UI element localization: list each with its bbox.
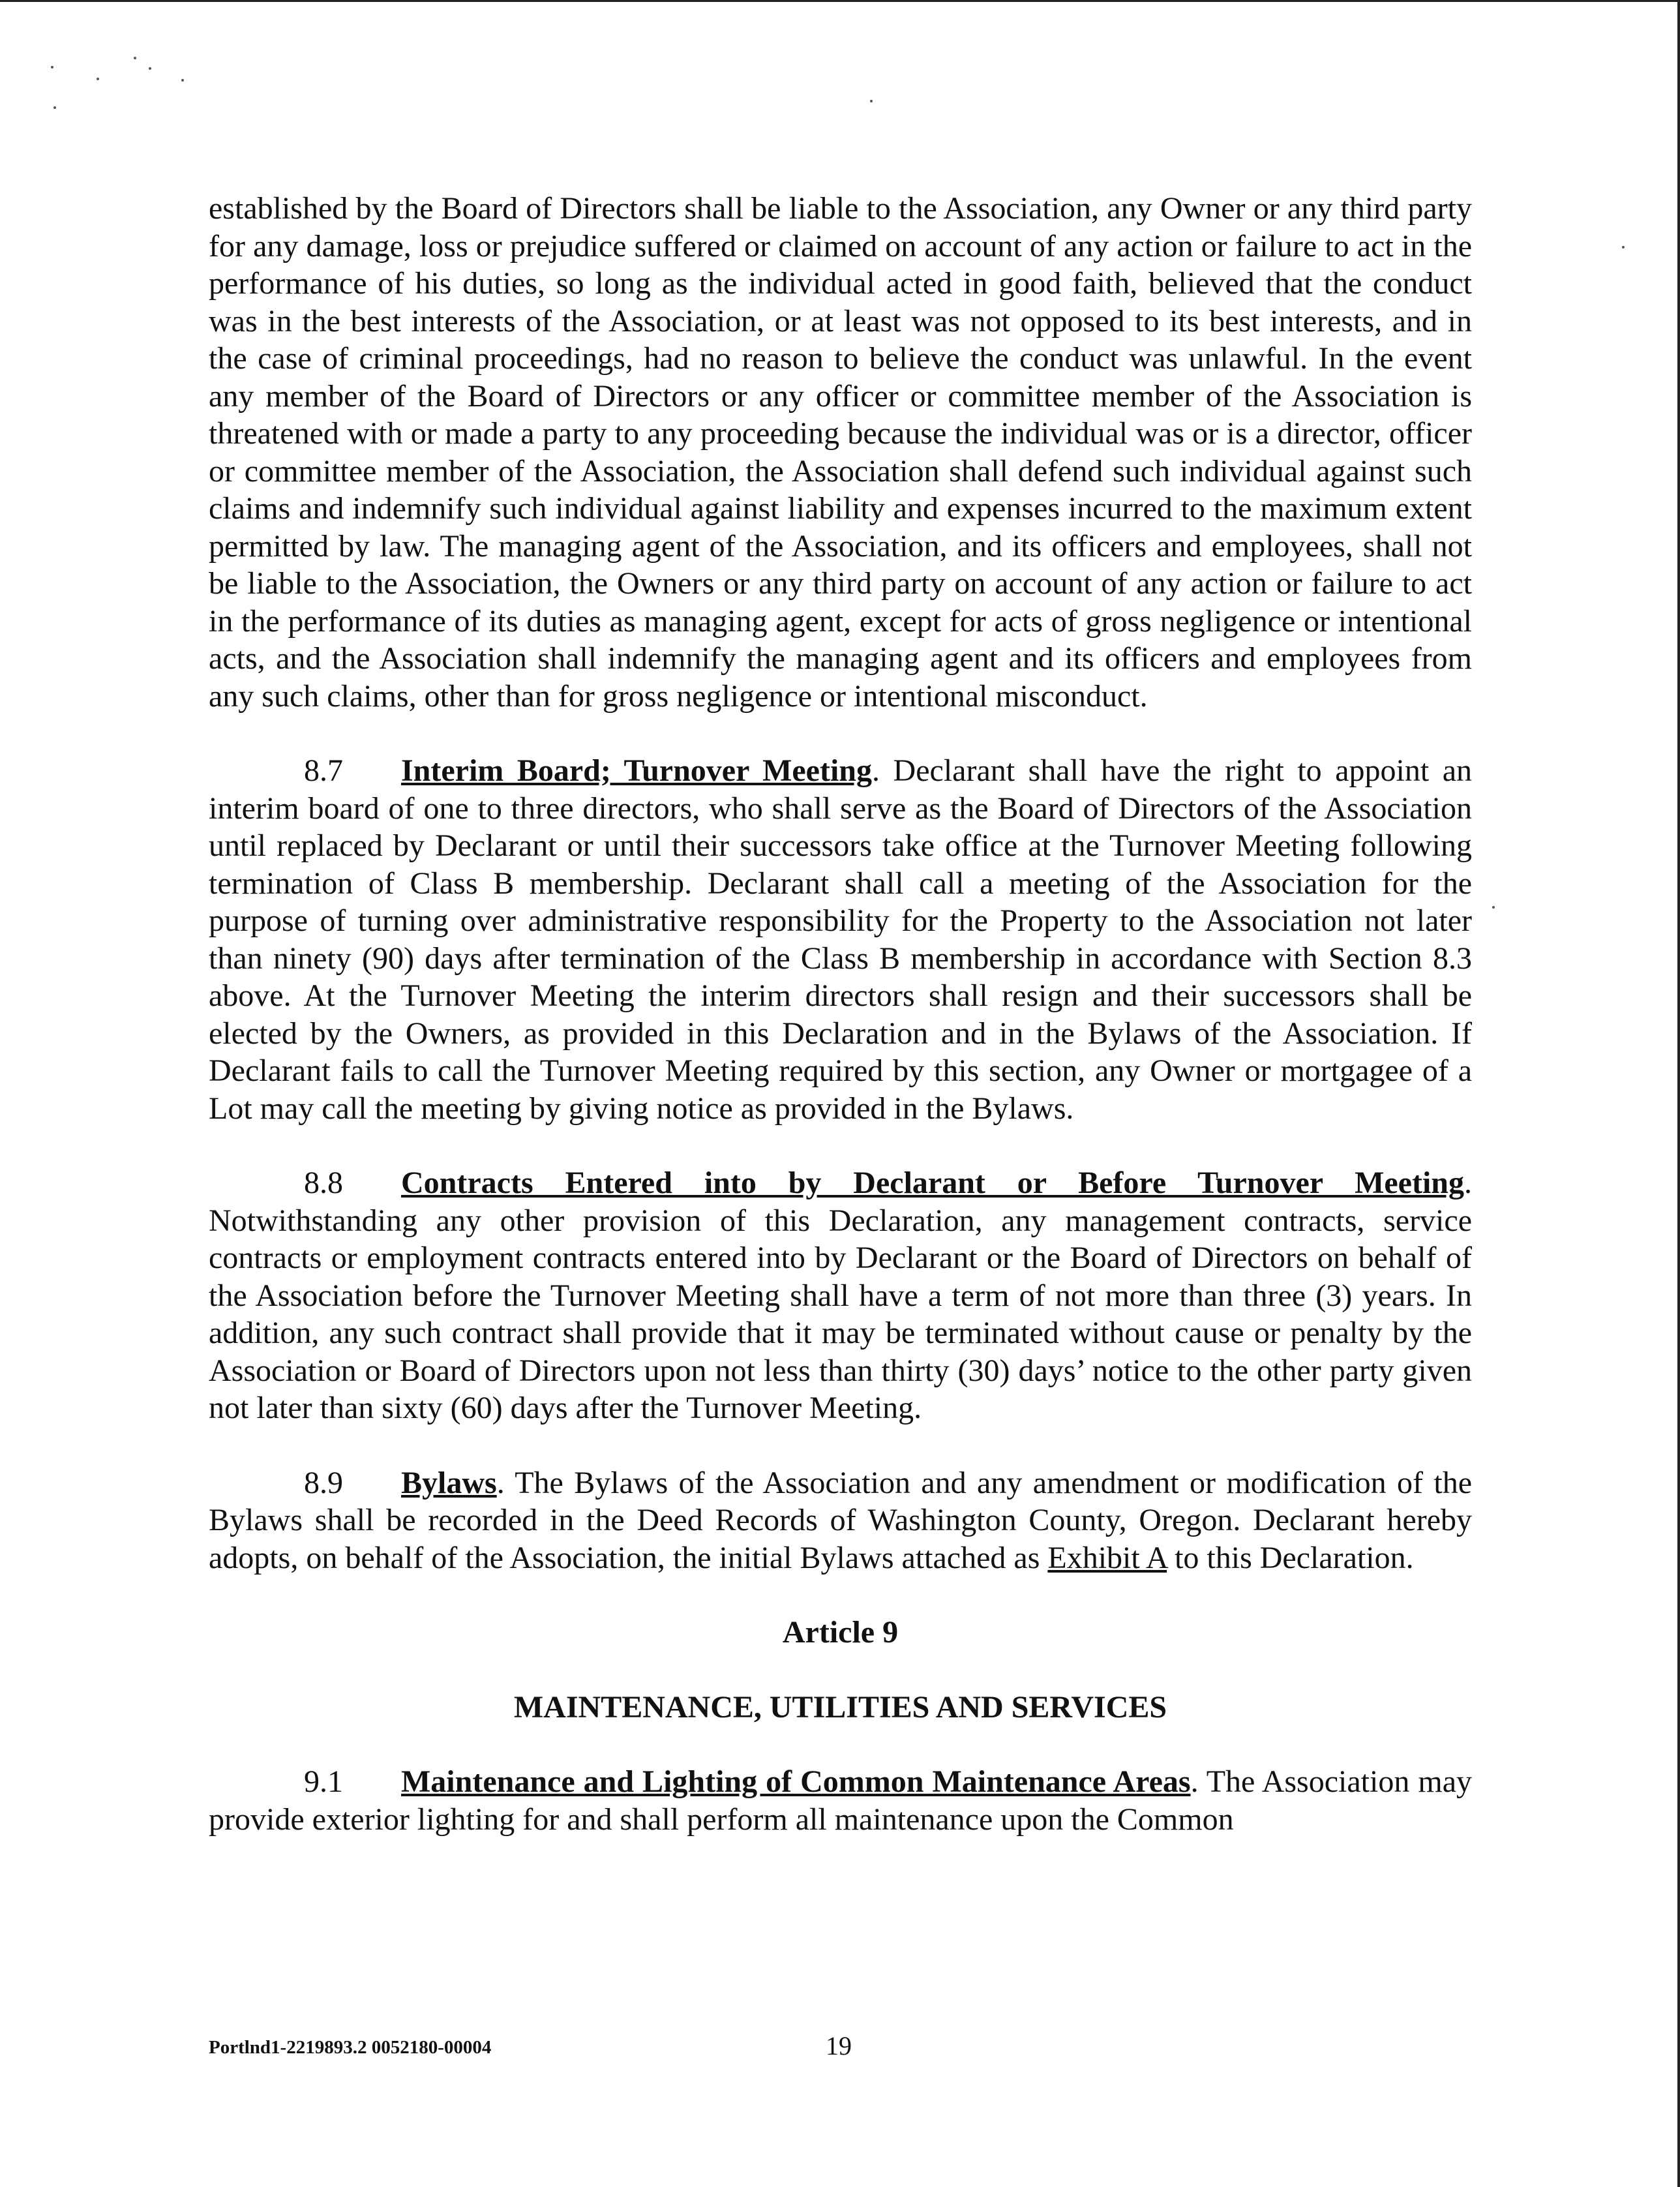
- section-8-8: [209, 1164, 1472, 1427]
- section-number: 8.8: [304, 1166, 343, 1200]
- section-text: . Declarant shall have the right to appoint an interim board of one to three directors, who shall serve as the Board of Directors of the Association until replaced by Declarant or until their successors take office at the Turnover Meeting following termination of Class B membership. Declarant shall call a meeting of the Association for the purpose of turning over administrative responsibility for the Property to the Association not later than ninety (90) days after termination of the Class B membership in accordance with Section 8.3 above. At the Turnover Meeting the interim directors shall resign and their successors shall be elected by the Owners, as provided in this Declaration and in the Bylaws of the Association. If Declarant fails to call the Turnover Meeting required by this section, any Owner or mortgagee of a Lot may call the meeting by giving notice as provided in the Bylaws.: [209, 753, 1473, 1126]
- section-title: Maintenance and Lighting of Common Maintenance Areas: [401, 1764, 1191, 1799]
- scan-speck: [1622, 246, 1625, 249]
- scan-speck: [134, 57, 136, 59]
- page-number: 19: [826, 2031, 852, 2060]
- section-number: 8.7: [304, 753, 343, 788]
- scan-speck: [870, 100, 873, 102]
- paragraph-indemnification: established by the Board of Directors shall be liable to the Association, any Owner or any third party for any damage, loss or prejudice suffered or claimed on account of any action or failure to act in the performance of his duties, so long as the individual acted in good faith, believed that the conduct was in the best interests of the Association, or at least was not opposed to its best interests, and in the case of criminal proceedings, had no reason to believe the conduct was unlawful. In the event any member of the Board of Directors or any officer or committee member of the Association is threatened with or made a party to any proceeding because the individual was or is a director, officer or committee member of the Association, the Association shall defend such individual against such claims and indemnify such individual against liability and expenses incurred to the maximum extent permitted by law. The managing agent of the Association, and its officers and employees, shall not be liable to the Association, the Owners or any third party on account of any action or failure to act in the performance of its duties as managing agent, except for acts of gross negligence or intentional acts, and the Association shall indemnify the managing agent and its officers and employees from any such claims, other than for gross negligence or intentional misconduct.: [209, 191, 1472, 714]
- section-title: Interim Board; Turnover Meeting: [401, 753, 873, 788]
- scan-speck: [51, 66, 53, 68]
- article-title: MAINTENANCE, UTILITIES AND SERVICES: [513, 1689, 1167, 1725]
- section-title: Bylaws: [401, 1465, 497, 1500]
- section-8-9: [209, 1464, 1472, 1577]
- scan-speck: [53, 106, 56, 109]
- section-number: 9.1: [304, 1764, 343, 1799]
- section-text: . Notwithstanding any other provision of this Declaration, any management contracts, service contracts or employment contracts entered into by Declarant or the Board of Directors on behalf of the Association before the Turnover Meeting shall have a term of not more than three (3) years. In addition, any such contract shall provide that it may be terminated without cause or penalty by the Association or Board of Directors upon not less than thirty (30) days’ notice to the other party given not later than sixty (60) days after the Turnover Meeting.: [209, 1166, 1472, 1425]
- article-heading: Article 9: [782, 1615, 899, 1650]
- section-text: . The Bylaws of the Association and any amendment or modification of the Bylaws shall be recorded in the Deed Records of Washington County, Oregon. Declarant hereby adopts, on behalf of the Association, the initial Bylaws attached as: [209, 1465, 1472, 1575]
- scan-speck: [97, 78, 99, 80]
- exhibit-reference: Exhibit A: [1047, 1540, 1167, 1575]
- section-text: . The Association may provide exterior lighting for and shall perform all maintenance upon the Common: [209, 1764, 1473, 1837]
- body-text: [209, 190, 1472, 1875]
- scan-speck: [149, 67, 151, 70]
- section-title: Contracts Entered into by Declarant or Before Turnover Meeting: [401, 1166, 1464, 1200]
- section-9-1: [209, 1763, 1472, 1838]
- scan-speck: [1492, 906, 1495, 909]
- section-8-7: [209, 752, 1472, 1127]
- section-text-end: to this Declaration.: [1167, 1540, 1414, 1575]
- section-number: 8.9: [304, 1465, 343, 1500]
- scan-speck: [181, 79, 184, 82]
- document-id: Portlnd1-2219893.2 0052180-00004: [209, 2037, 492, 2058]
